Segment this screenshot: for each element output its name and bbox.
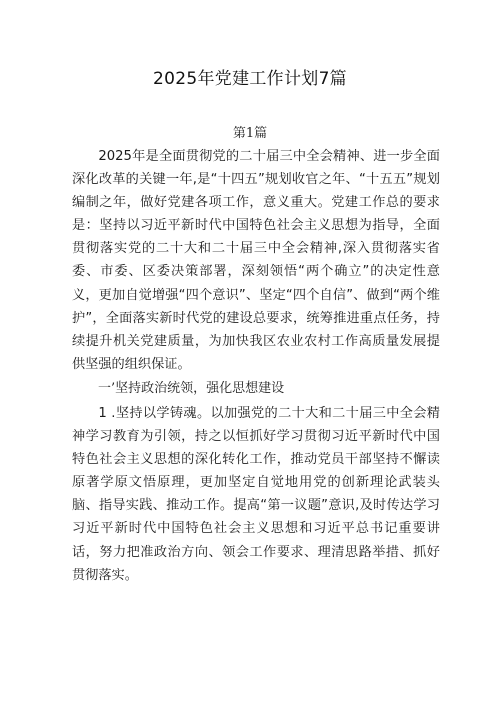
document-title: 2025年党建工作计划7篇 xyxy=(153,69,347,89)
paragraph-section-1: 1 .坚持以学铸魂。以加强党的二十大和二十届三中全会精神学习教育为引领，持之以恒抓好学习贯彻习近平新时代中国特色社会主义思想的深化转化工作，推动党员干部坚持不懈读原著学原文悟原理，更加坚定自觉地用党的创新理论武装头脑、指导实践、推动工作。提高“第一议题”意识,及时传达学习习近平新时代中国特色社会主义思想和习近平总书记重要讲话，努力把准政治方向、领会工作要求、理清思路举措、抓好贯彻落实。 xyxy=(72,406,440,583)
section-heading: 一’坚持政治统领，强化思想建设 xyxy=(98,381,285,396)
document-subtitle: 第1篇 xyxy=(232,126,268,141)
paragraph-intro: 2025年是全面贯彻党的二十届三中全会精神、进一步全面深化改革的关键一年,是“十四五”规划收官之年、“十五五”规划编制之年，做好党建各项工作，意义重大。党建工作总的要求是：坚持以习近平新时代中国特色社会主义思想为指导，全面贯彻落实党的二十大和二十届三中全会精神,深入贯彻落实省委、市委、区委决策部署，深刻领悟“两个确立”的决定性意义，更加自觉增强“四个意识”、坚定“四个自信”、做到“两个维护”，全面落实新时代党的建设总要求，统筹推进重点任务，持续提升机关党建质量，为加快我区农业农村工作高质量发展提供坚强的组织保证。 xyxy=(72,149,440,372)
